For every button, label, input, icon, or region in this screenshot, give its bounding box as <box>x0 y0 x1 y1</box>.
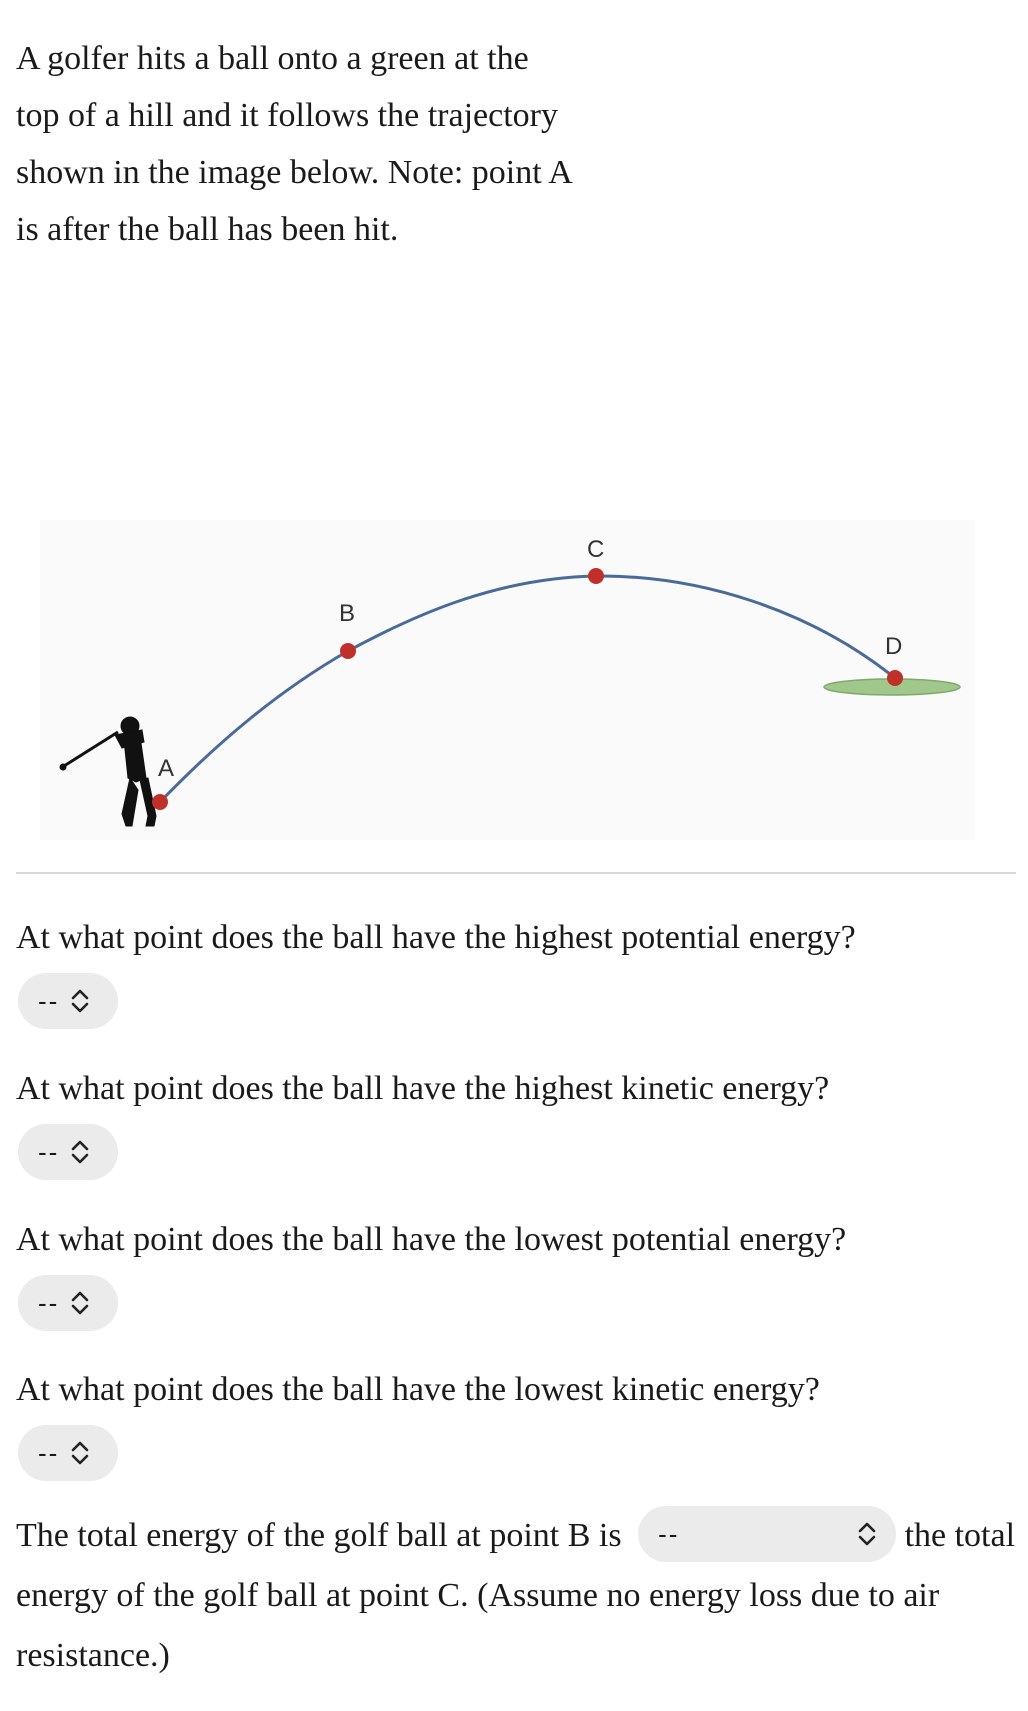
lowest-potential-energy-select[interactable] <box>18 1275 118 1331</box>
select-value: -- <box>38 1287 60 1318</box>
select-value: -- <box>38 985 60 1016</box>
chevron-up-down-icon <box>69 987 91 1015</box>
intro-line: is after the ball has been hit. <box>16 211 399 248</box>
highest-kinetic-energy-select[interactable] <box>18 1124 118 1180</box>
chevron-up-down-icon <box>856 1520 878 1548</box>
point-b-label: B <box>339 600 356 627</box>
select-value: -- <box>38 1437 60 1468</box>
chevron-up-down-icon <box>69 1138 91 1166</box>
question-text: At what point does the ball have the highest kinetic energy? <box>16 1070 830 1107</box>
total-energy-text-before: The total energy of the golf ball at point B is <box>16 1517 622 1554</box>
question-text: At what point does the ball have the lowest kinetic energy? <box>16 1371 820 1408</box>
total-energy-question <box>16 1506 1016 1686</box>
point-a-marker <box>152 794 168 810</box>
question-text: At what point does the ball have the lowest potential energy? <box>16 1221 847 1258</box>
total-energy-comparison-select[interactable] <box>638 1506 896 1562</box>
select-value: -- <box>658 1519 680 1550</box>
select-value: -- <box>38 1136 60 1167</box>
intro-line: shown in the image below. Note: point A <box>16 154 573 191</box>
question-text: At what point does the ball have the highest potential energy? <box>16 919 856 956</box>
point-c-marker <box>588 568 604 584</box>
chevron-up-down-icon <box>69 1439 91 1467</box>
point-b-marker <box>340 643 356 659</box>
figure-background <box>40 520 975 840</box>
total-energy-text-after: the total energy of the golf ball at point C. (Assume no energy loss due to air resistance.) <box>16 1517 1016 1675</box>
trajectory-figure <box>40 520 975 840</box>
intro-line: top of a hill and it follows the trajectory <box>16 97 558 134</box>
point-c-label: C <box>587 536 605 563</box>
point-d-marker <box>887 670 903 686</box>
section-divider <box>16 872 1016 874</box>
lowest-kinetic-energy-select[interactable] <box>18 1425 118 1481</box>
question-intro <box>16 30 676 258</box>
intro-line: A golfer hits a ball onto a green at the <box>16 40 529 77</box>
point-a-label: A <box>158 755 175 782</box>
point-d-label: D <box>885 633 903 660</box>
chevron-up-down-icon <box>69 1289 91 1317</box>
highest-potential-energy-select[interactable] <box>18 973 118 1029</box>
